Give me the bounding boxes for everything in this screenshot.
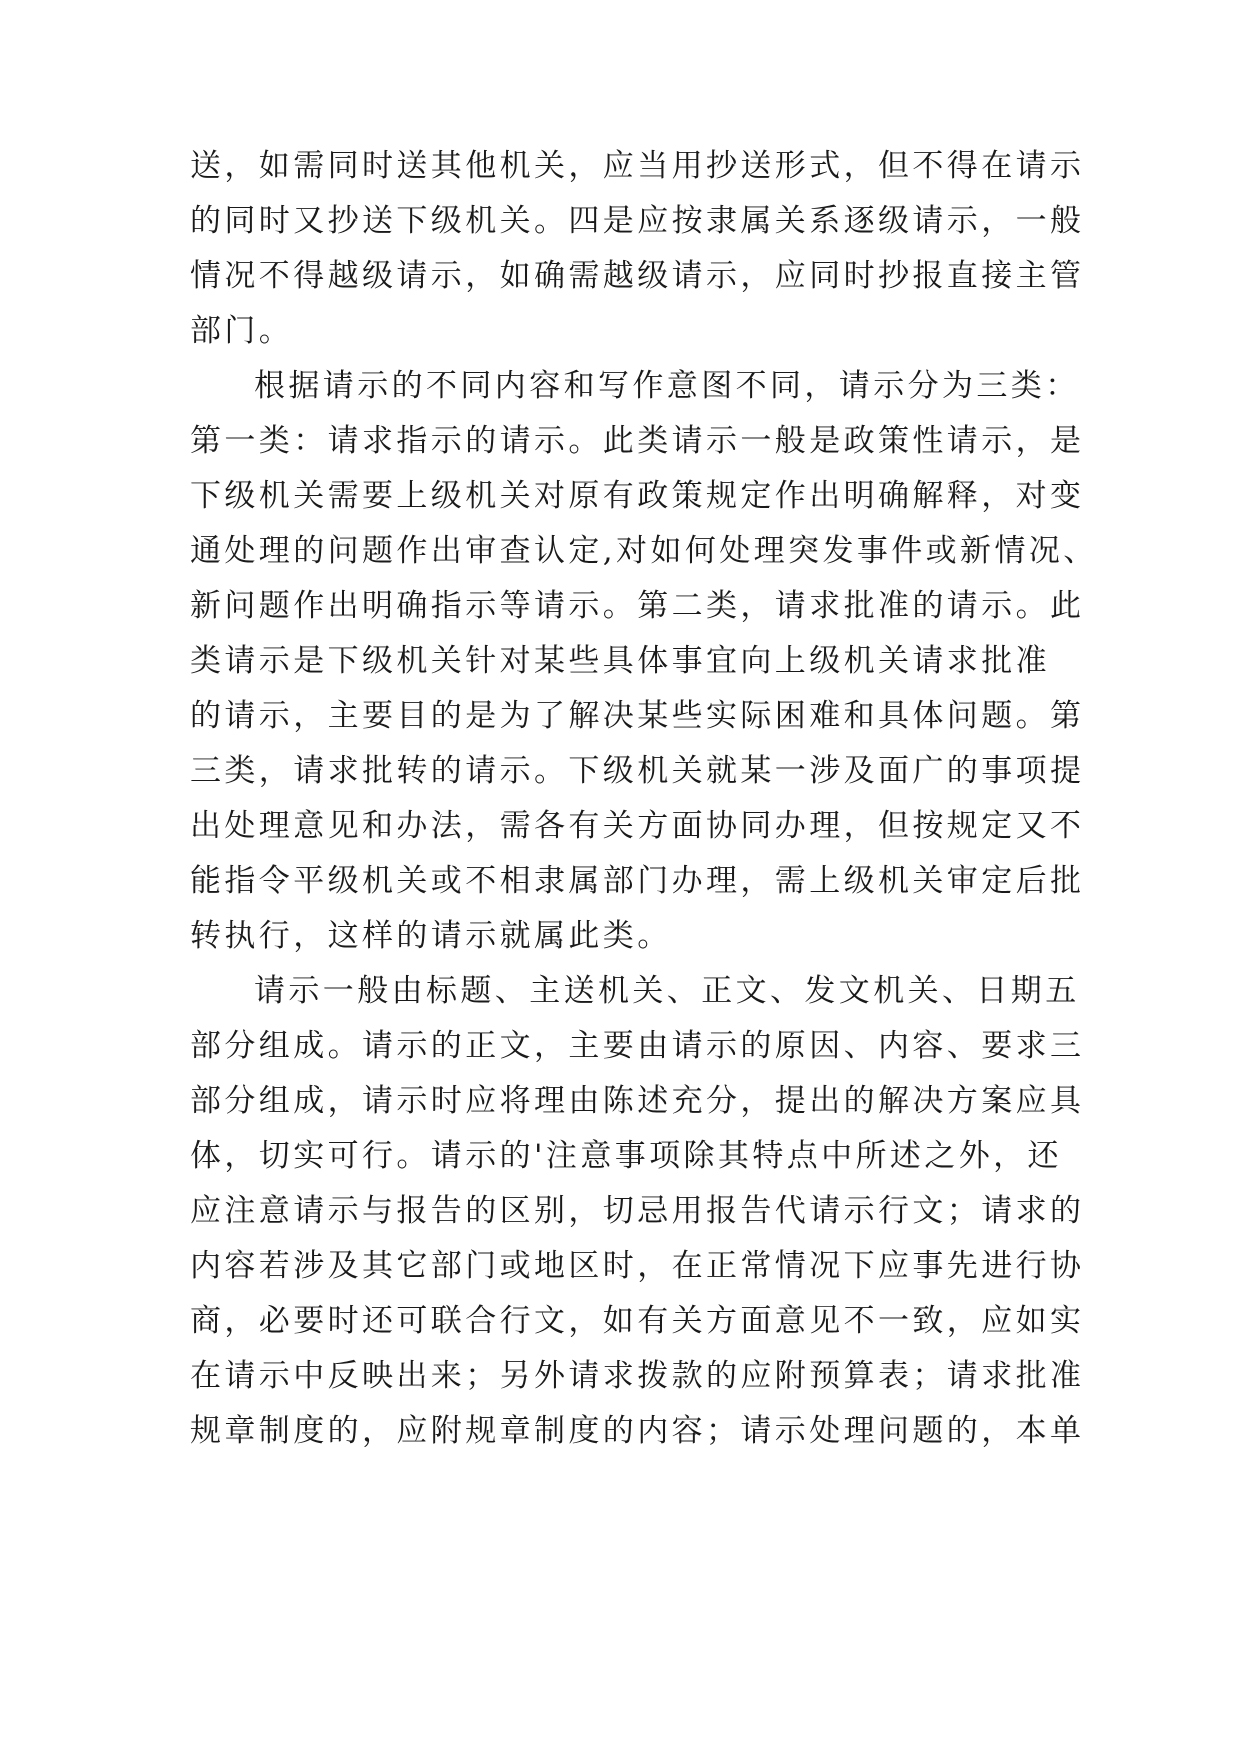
text-line: 新问题作出明确指示等请示。第二类，请求批准的请示。此: [190, 588, 1085, 624]
text-line: 能指令平级机关或不相隶属部门办理，需上级机关审定后批: [190, 863, 1085, 899]
text-line: 规章制度的，应附规章制度的内容；请示处理问题的，本单: [190, 1413, 1085, 1449]
text-line: 三类，请求批转的请示。下级机关就某一涉及面广的事项提: [190, 753, 1085, 789]
paragraph-first-line: 根据请示的不同内容和写作意图不同，请示分为三类：: [254, 368, 1080, 404]
text-line: 内容若涉及其它部门或地区时，在正常情况下应事先进行协: [190, 1248, 1085, 1284]
text-line: 第一类：请求指示的请示。此类请示一般是政策性请示，是: [190, 423, 1085, 459]
text-line: 出处理意见和办法，需各有关方面协同办理，但按规定又不: [190, 808, 1085, 844]
text-line: 的同时又抄送下级机关。四是应按隶属关系逐级请示，一般: [190, 203, 1085, 239]
text-line: 的请示，主要目的是为了解决某些实际困难和具体问题。第: [190, 698, 1085, 734]
text-line: 类请示是下级机关针对某些具体事宜向上级机关请求批准: [190, 643, 1050, 679]
text-line: 送，如需同时送其他机关，应当用抄送形式，但不得在请示: [190, 148, 1085, 184]
text-line: 部分组成。请示的正文，主要由请示的原因、内容、要求三: [190, 1028, 1085, 1064]
text-line: 体，切实可行。请示的'注意事项除其特点中所述之外，还: [190, 1138, 1062, 1174]
text-line: 通处理的问题作出审查认定,对如何处理突发事件或新情况、: [190, 533, 1098, 569]
text-line: 部门。: [190, 313, 294, 349]
text-line: 转执行，这样的请示就属此类。: [190, 918, 672, 954]
paragraph-first-line: 请示一般由标题、主送机关、正文、发文机关、日期五: [254, 973, 1080, 1009]
text-line: 在请示中反映出来；另外请求拨款的应附预算表；请求批准: [190, 1358, 1085, 1394]
text-line: 应注意请示与报告的区别，切忌用报告代请示行文；请求的: [190, 1193, 1085, 1229]
text-line: 情况不得越级请示，如确需越级请示，应同时抄报直接主管: [190, 258, 1085, 294]
text-line: 下级机关需要上级机关对原有政策规定作出明确解释，对变: [190, 478, 1085, 514]
text-line: 部分组成，请示时应将理由陈述充分，提出的解决方案应具: [190, 1083, 1085, 1119]
text-line: 商，必要时还可联合行文，如有关方面意见不一致，应如实: [190, 1303, 1085, 1339]
